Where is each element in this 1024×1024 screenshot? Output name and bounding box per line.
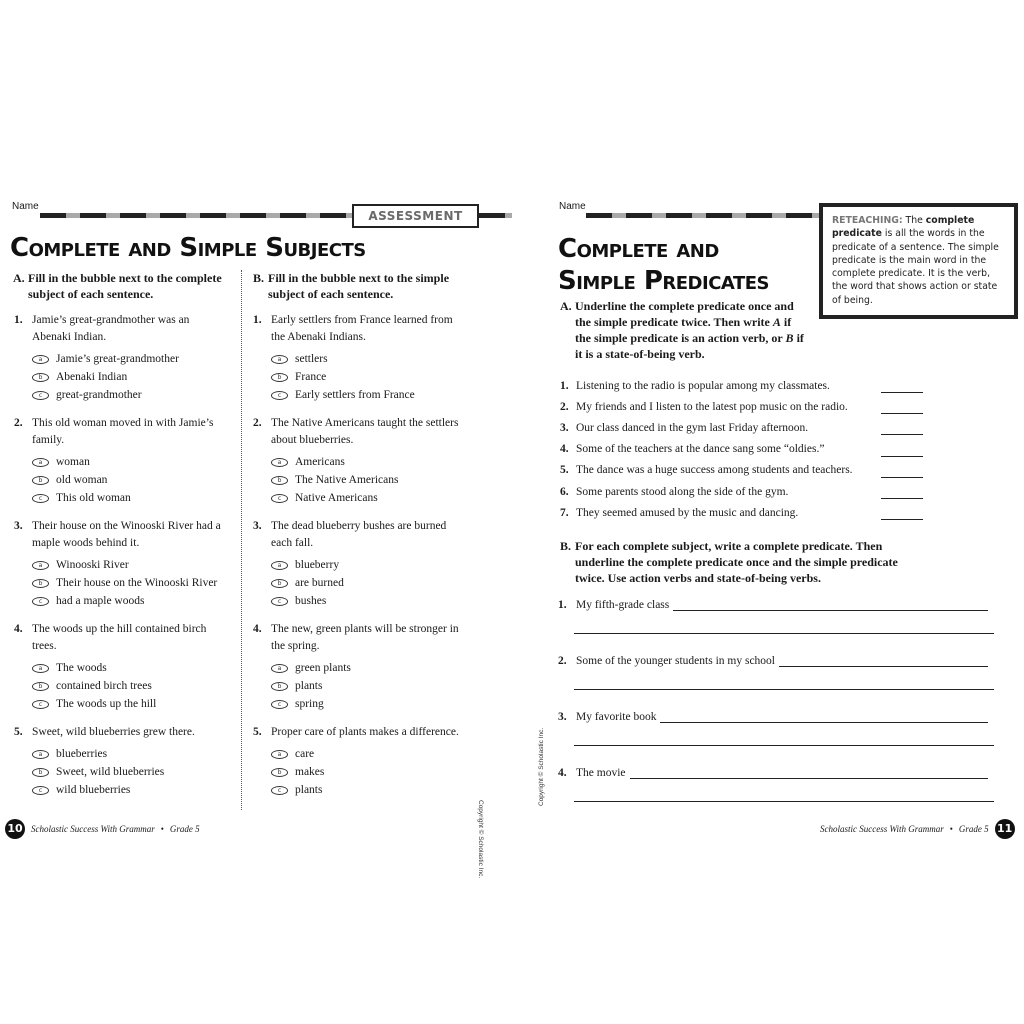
answer-option[interactable] — [32, 764, 229, 782]
item-row — [558, 763, 994, 779]
question-number: 1. — [14, 314, 23, 326]
answer-blank[interactable] — [881, 392, 923, 393]
option-text: Sweet, wild blueberries — [56, 766, 165, 779]
answer-line[interactable] — [660, 711, 988, 723]
bubble-c[interactable]: c — [271, 786, 288, 795]
question-stem: Their house on the Winooski River had a maple woods behind it. — [32, 520, 221, 549]
option-text: plants — [295, 680, 323, 693]
section-text: For each complete subject, write a complete predicate. Then underline the complete predicate once and the simple predicate twice. Use action verbs and state-of-being verbs. — [575, 539, 898, 585]
section-label: A. — [13, 271, 25, 285]
item-row — [558, 651, 994, 667]
question-number: 3. — [253, 520, 262, 532]
section-label: B. — [253, 271, 265, 285]
subject-text: Some of the younger students in my school — [576, 655, 775, 667]
option-text: woman — [56, 456, 90, 469]
bubble-b[interactable]: b — [32, 682, 49, 691]
question — [253, 312, 468, 404]
bubble-c[interactable]: c — [271, 494, 288, 503]
option-text: Americans — [295, 456, 345, 469]
answer-option[interactable] — [32, 781, 229, 799]
bubble-b[interactable]: b — [271, 476, 288, 485]
item-number: 6. — [560, 485, 569, 498]
answer-blank[interactable] — [881, 413, 923, 414]
question-number: 5. — [14, 726, 23, 738]
answer-option[interactable] — [32, 489, 229, 507]
item-number: 1. — [558, 599, 567, 611]
question-stem: Proper care of plants makes a difference. — [271, 726, 459, 738]
answer-option[interactable] — [271, 695, 468, 713]
answer-line[interactable] — [630, 767, 989, 779]
option-text: Abenaki Indian — [56, 371, 128, 384]
item-text: Some of the teachers at the dance sang some “oldies.” — [576, 443, 825, 456]
answer-option[interactable] — [271, 781, 468, 799]
option-text: Their house on the Winooski River — [56, 577, 218, 590]
subject-text: My fifth-grade class — [576, 599, 670, 611]
answer-line[interactable] — [574, 633, 994, 634]
bubble-a[interactable]: a — [271, 561, 288, 570]
option-text: settlers — [295, 353, 328, 366]
section-b-instructions — [560, 538, 905, 586]
answer-option[interactable] — [32, 369, 229, 387]
answer-option[interactable] — [32, 386, 229, 404]
option-text: contained birch trees — [56, 680, 152, 693]
answer-options — [253, 746, 468, 799]
answer-options — [14, 351, 229, 404]
answer-option[interactable] — [271, 557, 468, 575]
answer-blank[interactable] — [881, 477, 923, 478]
item-row — [558, 707, 994, 723]
item-row — [558, 595, 994, 611]
option-text: blueberries — [56, 748, 108, 761]
section-a-instructions — [560, 298, 810, 362]
exercise-item — [560, 481, 925, 502]
option-text: plants — [295, 783, 323, 796]
reteach-term: complete predicate — [832, 215, 975, 240]
answer-option[interactable] — [32, 592, 229, 610]
question — [14, 415, 229, 507]
bubble-c[interactable]: c — [32, 597, 49, 606]
bubble-b[interactable]: b — [271, 768, 288, 777]
answer-options — [14, 557, 229, 610]
bubble-a[interactable]: a — [32, 750, 49, 759]
copyright-note: Copyright © Scholastic Inc. — [477, 800, 484, 879]
answer-options — [14, 746, 229, 799]
question — [253, 621, 468, 713]
bubble-c[interactable]: c — [271, 391, 288, 400]
bubble-b[interactable]: b — [32, 373, 49, 382]
option-text: old woman — [56, 474, 108, 487]
answer-options — [253, 660, 468, 713]
item-text: The dance was a huge success among students and teachers. — [576, 464, 853, 477]
bubble-b[interactable]: b — [32, 768, 49, 777]
answer-option[interactable] — [271, 351, 468, 369]
assessment-banner: ASSESSMENT — [352, 204, 479, 228]
question — [14, 724, 229, 799]
bubble-a[interactable]: a — [271, 355, 288, 364]
answer-line[interactable] — [574, 801, 994, 802]
option-text: green plants — [295, 662, 351, 675]
answer-blank[interactable] — [881, 498, 923, 499]
option-text: spring — [295, 697, 324, 710]
option-text: makes — [295, 766, 325, 779]
title-line: Complete and — [558, 234, 719, 264]
header-stripe — [586, 213, 819, 218]
writing-item — [558, 651, 994, 690]
writing-item — [558, 763, 994, 802]
footer — [5, 819, 200, 839]
question — [253, 724, 468, 799]
exercise-item — [560, 439, 925, 460]
item-text: They seemed amused by the music and dancing. — [576, 506, 799, 519]
bubble-c[interactable]: c — [32, 700, 49, 709]
question-stem: Early settlers from France learned from the Abenaki Indians. — [271, 314, 453, 343]
header-stripe — [40, 213, 352, 218]
book-title: Scholastic Success With Grammar — [820, 824, 944, 834]
answer-option[interactable] — [271, 489, 468, 507]
section-text: Fill in the bubble next to the simple subject of each sentence. — [268, 271, 450, 301]
answer-blank[interactable] — [881, 434, 923, 435]
option-text: wild blueberries — [56, 783, 131, 796]
reteach-text: The — [902, 215, 926, 226]
bubble-c[interactable]: c — [271, 597, 288, 606]
question — [14, 518, 229, 610]
section-text: Fill in the bubble next to the complete subject of each sentence. — [28, 271, 222, 301]
name-label: Name — [559, 201, 586, 212]
bubble-a[interactable]: a — [271, 458, 288, 467]
option-text: The woods — [56, 662, 107, 675]
item-text: Our class danced in the gym last Friday afternoon. — [576, 421, 809, 434]
section-a-instructions — [13, 270, 233, 302]
section-b-instructions — [253, 270, 478, 302]
subject-text: The movie — [576, 767, 626, 779]
text-part: if it is a state-of-being verb. — [575, 331, 804, 361]
option-text: This old woman — [56, 491, 131, 504]
answer-option[interactable] — [32, 575, 229, 593]
exercise-item — [560, 460, 925, 481]
option-text: had a maple woods — [56, 594, 145, 607]
bubble-a[interactable]: a — [271, 664, 288, 673]
answer-option[interactable] — [271, 386, 468, 404]
question — [14, 621, 229, 713]
grade-label: Grade 5 — [169, 824, 200, 834]
item-number: 7. — [560, 506, 569, 519]
writing-item — [558, 595, 994, 634]
answer-option[interactable] — [271, 746, 468, 764]
answer-option[interactable] — [32, 695, 229, 713]
answer-option[interactable] — [32, 746, 229, 764]
bubble-a[interactable]: a — [32, 664, 49, 673]
answer-line[interactable] — [673, 599, 988, 611]
answer-option[interactable] — [271, 678, 468, 696]
item-number: 3. — [558, 711, 567, 723]
separator: • — [949, 824, 953, 834]
separator: • — [160, 824, 164, 834]
question — [14, 312, 229, 404]
option-text: Native Americans — [295, 491, 378, 504]
answer-option[interactable] — [271, 660, 468, 678]
question-number: 4. — [253, 623, 262, 635]
page-title — [558, 233, 769, 297]
question-stem: Sweet, wild blueberries grew there. — [32, 726, 195, 738]
bubble-c[interactable]: c — [32, 391, 49, 400]
item-text: Some parents stood along the side of the gym. — [576, 485, 789, 498]
answer-blank[interactable] — [881, 456, 923, 457]
answer-option[interactable] — [32, 678, 229, 696]
column-divider — [241, 270, 242, 810]
bubble-c[interactable]: c — [32, 494, 49, 503]
question-number: 2. — [253, 417, 262, 429]
answer-option[interactable] — [32, 351, 229, 369]
answer-option[interactable] — [32, 454, 229, 472]
question — [253, 415, 468, 507]
question-number: 5. — [253, 726, 262, 738]
answer-option[interactable] — [271, 454, 468, 472]
option-text: are burned — [295, 577, 344, 590]
option-text: great-grandmother — [56, 388, 142, 401]
question-stem: The Native Americans taught the settlers about blueberries. — [271, 417, 459, 446]
answer-option[interactable] — [32, 472, 229, 490]
option-text: The woods up the hill — [56, 697, 157, 710]
answer-blank[interactable] — [881, 519, 923, 520]
item-number: 5. — [560, 464, 569, 477]
bubble-c[interactable]: c — [271, 700, 288, 709]
option-text: care — [295, 748, 315, 761]
question-stem: This old woman moved in with Jamie’s family. — [32, 417, 214, 446]
item-number: 2. — [558, 655, 567, 667]
answer-line[interactable] — [574, 745, 994, 746]
answer-options — [253, 351, 468, 404]
exercise-item — [560, 375, 925, 396]
question-stem: Jamie’s great-grandmother was an Abenaki Indian. — [32, 314, 190, 343]
item-number: 1. — [560, 379, 569, 392]
reteach-text: is all the words in the predicate of a sentence. The simple predicate is the main word in the complete predicate. It is the verb, the word that shows action or state of being. — [832, 228, 999, 306]
question-stem: The woods up the hill contained birch trees. — [32, 623, 207, 652]
question-stem: The dead blueberry bushes are burned each fall. — [271, 520, 447, 549]
option-text: blueberry — [295, 559, 340, 572]
item-text: My friends and I listen to the latest pop music on the radio. — [576, 400, 848, 413]
grade-label: Grade 5 — [958, 824, 989, 834]
question-number: 4. — [14, 623, 23, 635]
question-number: 1. — [253, 314, 262, 326]
option-text: Winooski River — [56, 559, 129, 572]
answer-line[interactable] — [779, 655, 988, 667]
bubble-b[interactable]: b — [32, 579, 49, 588]
exercise-item — [560, 502, 925, 523]
copyright-note: Copyright © Scholastic Inc. — [538, 727, 545, 806]
answer-option[interactable] — [32, 557, 229, 575]
title-line: Simple Predicates — [558, 266, 769, 296]
book-title: Scholastic Success With Grammar — [31, 824, 155, 834]
option-text: Early settlers from France — [295, 388, 415, 401]
bubble-a[interactable]: a — [32, 458, 49, 467]
subject-text: My favorite book — [576, 711, 657, 723]
bubble-c[interactable]: c — [32, 786, 49, 795]
option-text: bushes — [295, 594, 327, 607]
bubble-a[interactable]: a — [32, 561, 49, 570]
section-label: B. — [560, 539, 572, 553]
option-text: Jamie’s great-grandmother — [56, 353, 179, 366]
item-number: 4. — [558, 767, 567, 779]
question-number: 3. — [14, 520, 23, 532]
bubble-b[interactable]: b — [271, 579, 288, 588]
header-stripe-right — [479, 213, 512, 218]
answer-option[interactable] — [271, 472, 468, 490]
item-number: 3. — [560, 421, 569, 434]
section-label: A. — [560, 299, 572, 313]
bubble-a[interactable]: a — [271, 750, 288, 759]
text-part: if the simple predicate is an action verb, or — [575, 315, 792, 345]
item-text: Listening to the radio is popular among my classmates. — [576, 379, 830, 392]
question-stem: The new, green plants will be stronger in the spring. — [271, 623, 459, 652]
text-part: Underline the complete predicate once and the simple predicate twice. Then write — [575, 299, 794, 329]
question-number: 2. — [14, 417, 23, 429]
exercise-item — [560, 396, 925, 417]
writing-item — [558, 707, 994, 746]
bubble-b[interactable]: b — [271, 682, 288, 691]
bubble-b[interactable]: b — [32, 476, 49, 485]
text-part: A — [772, 315, 781, 329]
answer-options — [14, 454, 229, 507]
answer-line[interactable] — [574, 689, 994, 690]
bubble-b[interactable]: b — [271, 373, 288, 382]
page-number-badge: 10 — [5, 819, 25, 839]
answer-options — [253, 454, 468, 507]
answer-option[interactable] — [271, 575, 468, 593]
answer-option[interactable] — [271, 592, 468, 610]
page-number-badge: 11 — [995, 819, 1015, 839]
answer-options — [14, 660, 229, 713]
reteaching-box — [819, 203, 1018, 319]
answer-options — [253, 557, 468, 610]
footer — [820, 819, 1015, 839]
answer-option[interactable] — [32, 660, 229, 678]
exercise-item — [560, 417, 925, 438]
section-text — [560, 298, 810, 362]
item-number: 2. — [560, 400, 569, 413]
question — [253, 518, 468, 610]
option-text: The Native Americans — [295, 474, 399, 487]
option-text: France — [295, 371, 327, 384]
name-label: Name — [12, 201, 39, 212]
bubble-a[interactable]: a — [32, 355, 49, 364]
answer-option[interactable] — [271, 764, 468, 782]
reteach-label: RETEACHING: — [832, 215, 903, 226]
text-part: B — [785, 331, 794, 345]
answer-option[interactable] — [271, 369, 468, 387]
page-title: Complete and Simple Subjects — [10, 233, 366, 263]
item-number: 4. — [560, 443, 569, 456]
